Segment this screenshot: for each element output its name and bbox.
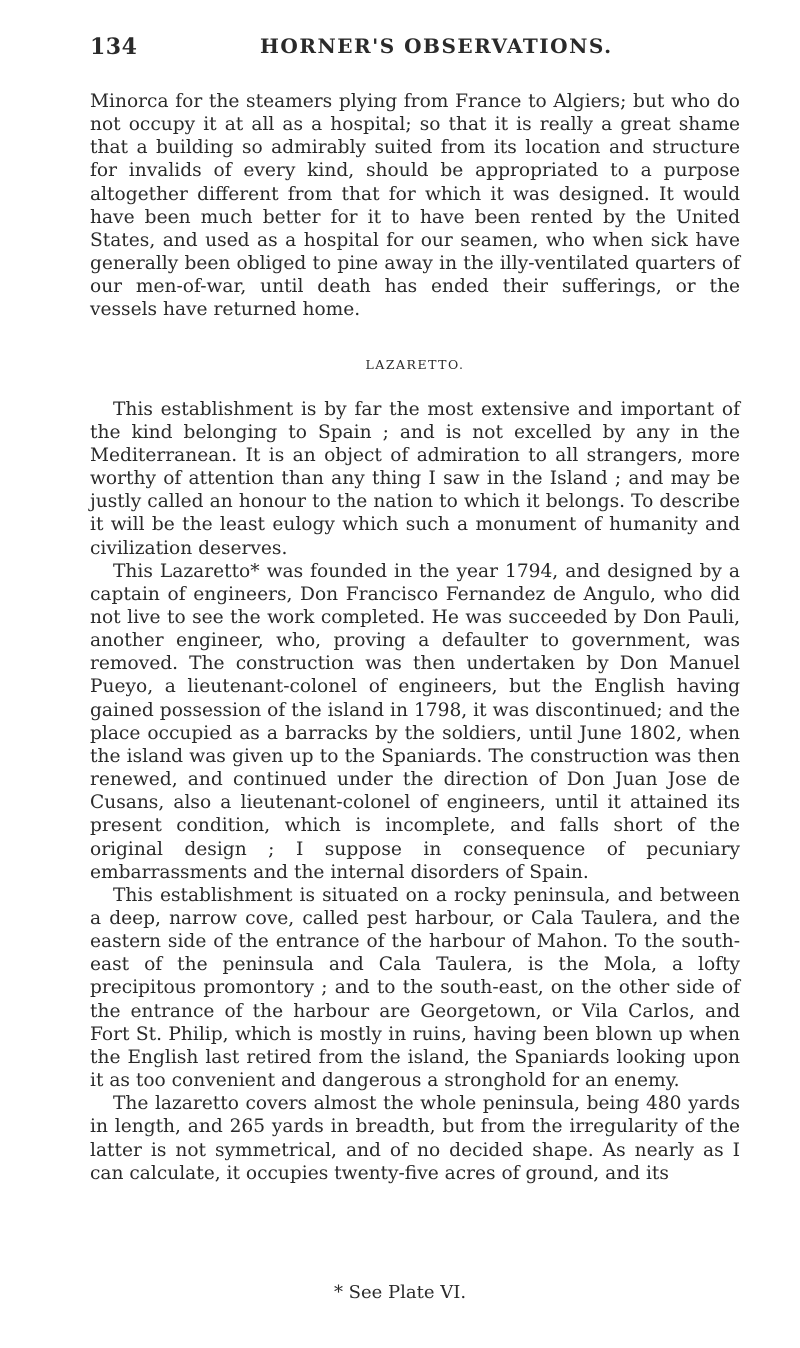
book-page [90, 28, 740, 1185]
body-text [90, 90, 740, 1185]
paragraph-dimensions: The lazaretto covers almost the whole peninsula, being 480 yards in length, and 265 yards in breadth, but from the irregularity of the latter is not symmetrical, and of no decided shape. As nearly as I can calculate, it occupies twenty-five acres of ground, and its [90, 1093, 740, 1184]
footnote: * See Plate VI. [333, 1282, 467, 1303]
page-header [90, 28, 740, 62]
paragraph-continuation: Minorca for the steamers plying from France to Algiers; but who do not occupy it at all as a hospital; so that it is really a great shame that a building so admirably suited from its location and structure for invalids of every kind, should be appropriated to a purpose altogether different from that for which it was designed. It would have been much better for it to have been rented by the United States, and used as a hospital for our seamen, who when sick have generally been obliged to pine away in the illy-ventilated quarters of our men-of-war, until death has ended their sufferings, or the vessels have returned home. [90, 91, 740, 321]
section-heading: LAZARETTO. [365, 356, 465, 372]
running-head: HORNER'S OBSERVATIONS. [260, 34, 613, 58]
page-number: 134 [90, 34, 138, 60]
paragraph-history: This Lazaretto* was founded in the year 1794, and designed by a captain of engineers, Don Francisco Fernandez de Angulo, who did not live to see the work completed. He was succeeded by Don Pauli, another engineer, who, proving a defaulter to government, was removed. The construction was then undertaken by Don Manuel Pueyo, a lieutenant-colonel of engineers, but the English having gained possession of the island in 1798, it was discontinued; and the place occupied as a barracks by the soldiers, until June 1802, when the island was given up to the Spaniards. The construction was then renewed, and continued under the direction of Don Juan Jose de Cusans, also a lieutenant-colonel of engineers, until it attained its present condition, which is incomplete, and falls short of the original design ; I suppose in consequence of pecuniary embarrassments and the internal disorders of Spain. [90, 560, 740, 883]
paragraph-establishment: This establishment is by far the most extensive and important of the kind belonging to Spain ; and is not excelled by any in the Mediterranean. It is an object of admiration to all strangers, more worthy of attention than any thing I saw in the Island ; and may be justly called an honour to the nation to which it belongs. To describe it will be the least eulogy which such a monument of humanity and civilization deserves. [90, 398, 740, 559]
paragraph-location: This establishment is situated on a rocky peninsula, and between a deep, narrow cove, called pest harbour, or Cala Taulera, and the eastern side of the entrance of the harbour of Mahon. To the south-east of the peninsula and Cala Taulera, is the Mola, a lofty precipitous promontory ; and to the south-east, on the other side of the entrance of the harbour are Georgetown, or Vila Carlos, and Fort St. Philip, which is mostly in ruins, having been blown up when the English last retired from the island, the Spaniards looking upon it as too convenient and dangerous a stronghold for an enemy. [90, 884, 740, 1092]
